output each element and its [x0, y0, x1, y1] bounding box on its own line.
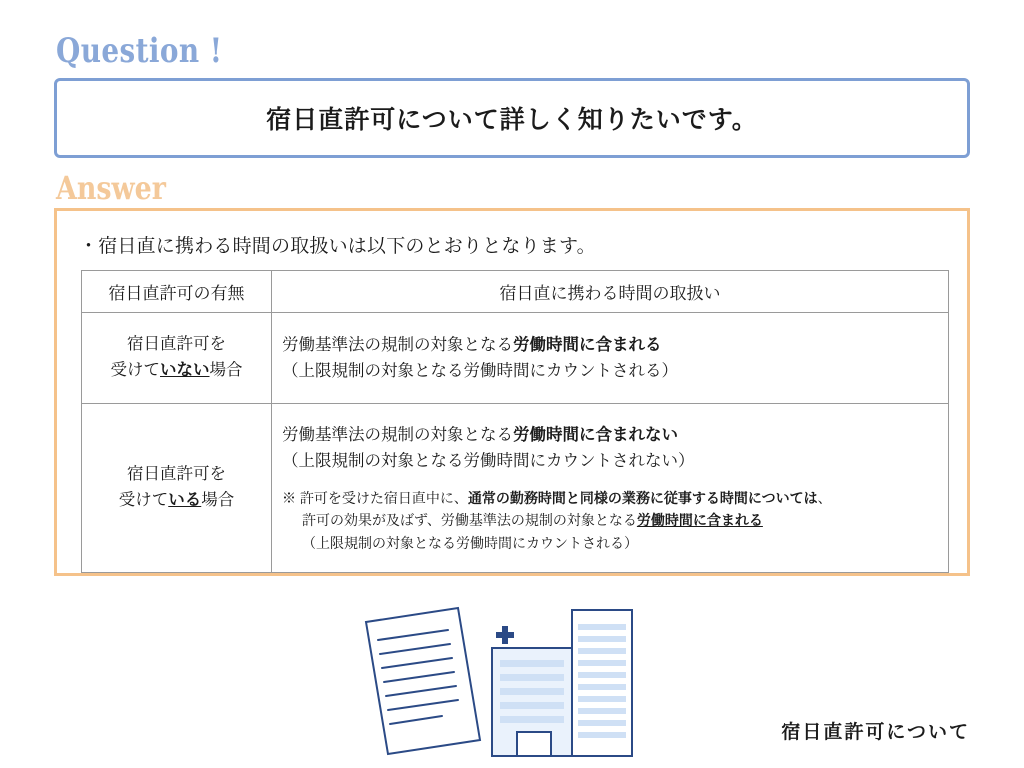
question-label: Question !	[56, 31, 223, 71]
hospital-building-illustration	[492, 610, 632, 756]
cross-icon	[496, 626, 514, 644]
case-line-2-pre: 受けて	[110, 361, 160, 379]
desc-line-1-emphasis: 労働時間に含まれる	[513, 335, 662, 354]
table-row	[82, 404, 949, 573]
desc-line-1	[282, 422, 938, 448]
note-line-3: （上限規制の対象となる労働時間にカウントされる）	[302, 534, 638, 551]
desc-line-2: （上限規制の対象となる労働時間にカウントされない）	[282, 452, 695, 471]
desc-line-1	[282, 332, 938, 358]
case-cell-with-permission	[82, 404, 272, 573]
desc-line-1-pre: 労働基準法の規制の対象となる	[282, 426, 513, 445]
desc-note	[282, 487, 938, 554]
case-line-2-pre: 受けて	[118, 491, 169, 509]
case-line-2-emphasis: いる	[168, 491, 202, 509]
footer-title: 宿日直許可について	[781, 722, 970, 743]
case-line-1: 宿日直許可を	[127, 465, 226, 484]
case-cell-no-permission	[82, 313, 272, 404]
table-header-handling: 宿日直に携わる時間の取扱い	[272, 271, 949, 313]
case-line-2-post: 場合	[201, 491, 235, 509]
desc-cell-with-permission	[272, 404, 949, 573]
note-line-2-emphasis: 労働時間に含まれる	[636, 512, 763, 529]
table-row	[82, 313, 949, 404]
case-line-2-emphasis: いない	[160, 361, 210, 379]
case-line-2-post: 場合	[209, 361, 243, 379]
desc-line-1-pre: 労働基準法の規制の対象となる	[282, 335, 513, 354]
illustration-group	[352, 600, 692, 760]
question-box	[54, 78, 970, 158]
answer-label: Answer	[56, 169, 166, 207]
note-mark: ※	[282, 489, 296, 506]
desc-line-1-emphasis: 労働時間に含まれない	[513, 426, 678, 445]
answer-lead-text: ・宿日直に携わる時間の取扱いは以下のとおりとなります。	[79, 236, 596, 257]
answer-box	[54, 208, 970, 576]
table-header-permission: 宿日直許可の有無	[82, 271, 272, 313]
case-line-1: 宿日直許可を	[127, 335, 226, 354]
table-header-row	[82, 271, 949, 313]
note-line-2	[282, 509, 938, 531]
note-line-2-pre: 許可の効果が及ばず、労働基準法の規制の対象となる	[302, 512, 637, 529]
handling-table	[81, 270, 949, 573]
desc-cell-no-permission	[272, 313, 949, 404]
note-line-1-pre: 許可を受けた宿日直中に、	[299, 489, 468, 506]
question-text: 宿日直許可について詳しく知りたいです。	[266, 106, 758, 134]
note-line-1-emphasis: 通常の勤務時間と同様の業務に従事する時間については	[467, 489, 818, 506]
document-illustration	[366, 608, 480, 754]
note-line-1-post: 、	[817, 489, 832, 506]
desc-line-2: （上限規制の対象となる労働時間にカウントされる）	[282, 362, 678, 380]
